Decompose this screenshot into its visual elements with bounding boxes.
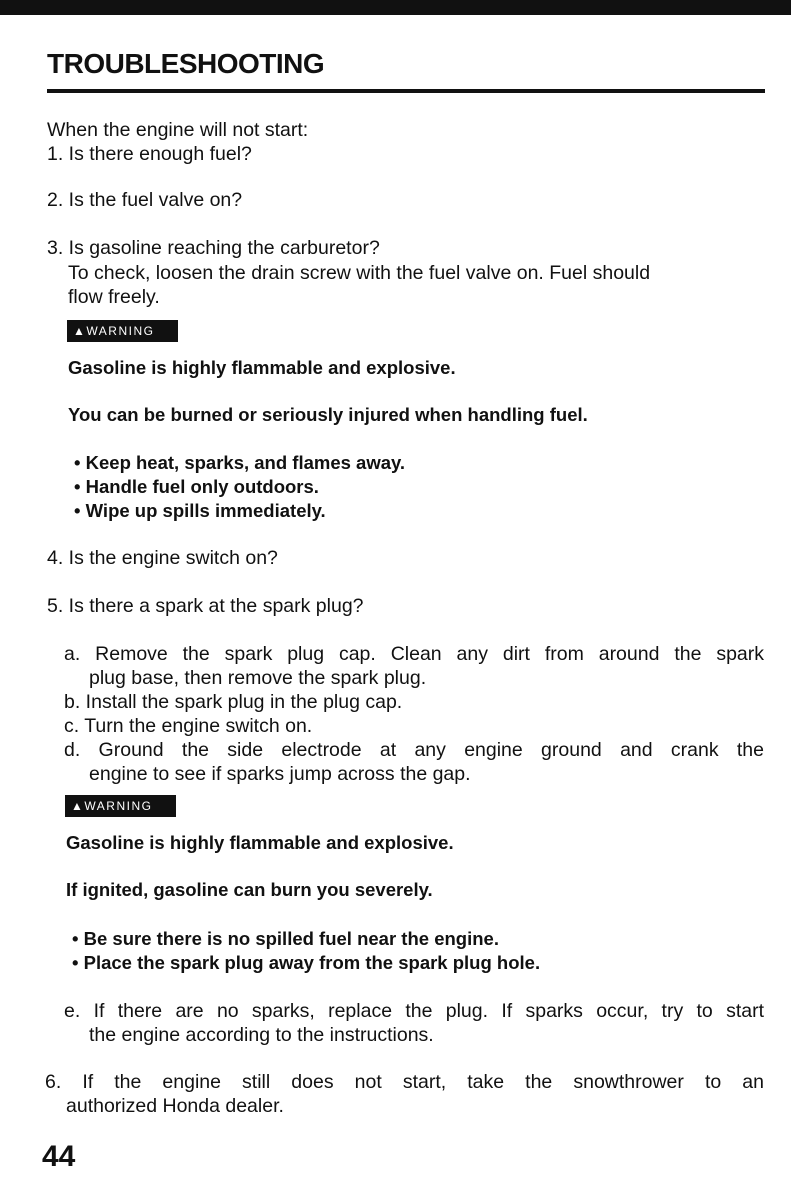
question-6-cont: authorized Honda dealer. [66,1095,284,1117]
warning-1-bullet: • Keep heat, sparks, and flames away. [74,452,406,473]
warning-1-line-1: Gasoline is highly flammable and explosive. [68,357,456,378]
step-d: d. Ground the side electrode at any engine ground and crank the [64,739,764,761]
step-d-cont: engine to see if sparks jump across the gap. [89,763,471,785]
warning-1-line-2: You can be burned or seriously injured when handling fuel. [68,404,588,425]
warning-1-bullet: • Handle fuel only outdoors. [74,476,319,497]
warning-2-bullet: • Place the spark plug away from the spark plug hole. [72,952,541,973]
warning-label: ▲WARNING [65,795,176,817]
question-2: 2. Is the fuel valve on? [47,189,243,211]
question-4: 4. Is the engine switch on? [47,547,278,569]
question-6: 6. If the engine still does not start, take the snowthrower to an [45,1071,764,1093]
step-e-cont: the engine according to the instructions. [89,1024,434,1046]
step-a-cont: plug base, then remove the spark plug. [89,667,427,689]
intro-text: When the engine will not start: [47,119,309,141]
warning-label-text: WARNING [84,799,153,813]
warning-2-line-2: If ignited, gasoline can burn you severely. [66,879,433,900]
question-5: 5. Is there a spark at the spark plug? [47,595,364,617]
page-title: TROUBLESHOOTING [47,48,325,79]
page-number: 44 [42,1140,76,1173]
question-3-text: flow freely. [68,286,160,308]
warning-label-text: WARNING [86,324,155,338]
warning-label: ▲WARNING [67,320,178,342]
step-a: a. Remove the spark plug cap. Clean any dirt from around the spark [64,643,764,665]
question-3-text: To check, loosen the drain screw with the fuel valve on. Fuel should [68,262,651,284]
warning-1-bullet: • Wipe up spills immediately. [74,500,326,521]
warning-2-line-1: Gasoline is highly flammable and explosive. [66,832,454,853]
top-border [0,0,791,15]
question-3: 3. Is gasoline reaching the carburetor? [47,237,380,259]
warning-2-bullet: • Be sure there is no spilled fuel near the engine. [72,928,499,949]
step-c: c. Turn the engine switch on. [64,715,313,737]
step-e: e. If there are no sparks, replace the plug. If sparks occur, try to start [64,1000,764,1022]
title-rule [47,89,765,93]
step-b: b. Install the spark plug in the plug cap. [64,691,403,713]
question-1: 1. Is there enough fuel? [47,143,252,165]
